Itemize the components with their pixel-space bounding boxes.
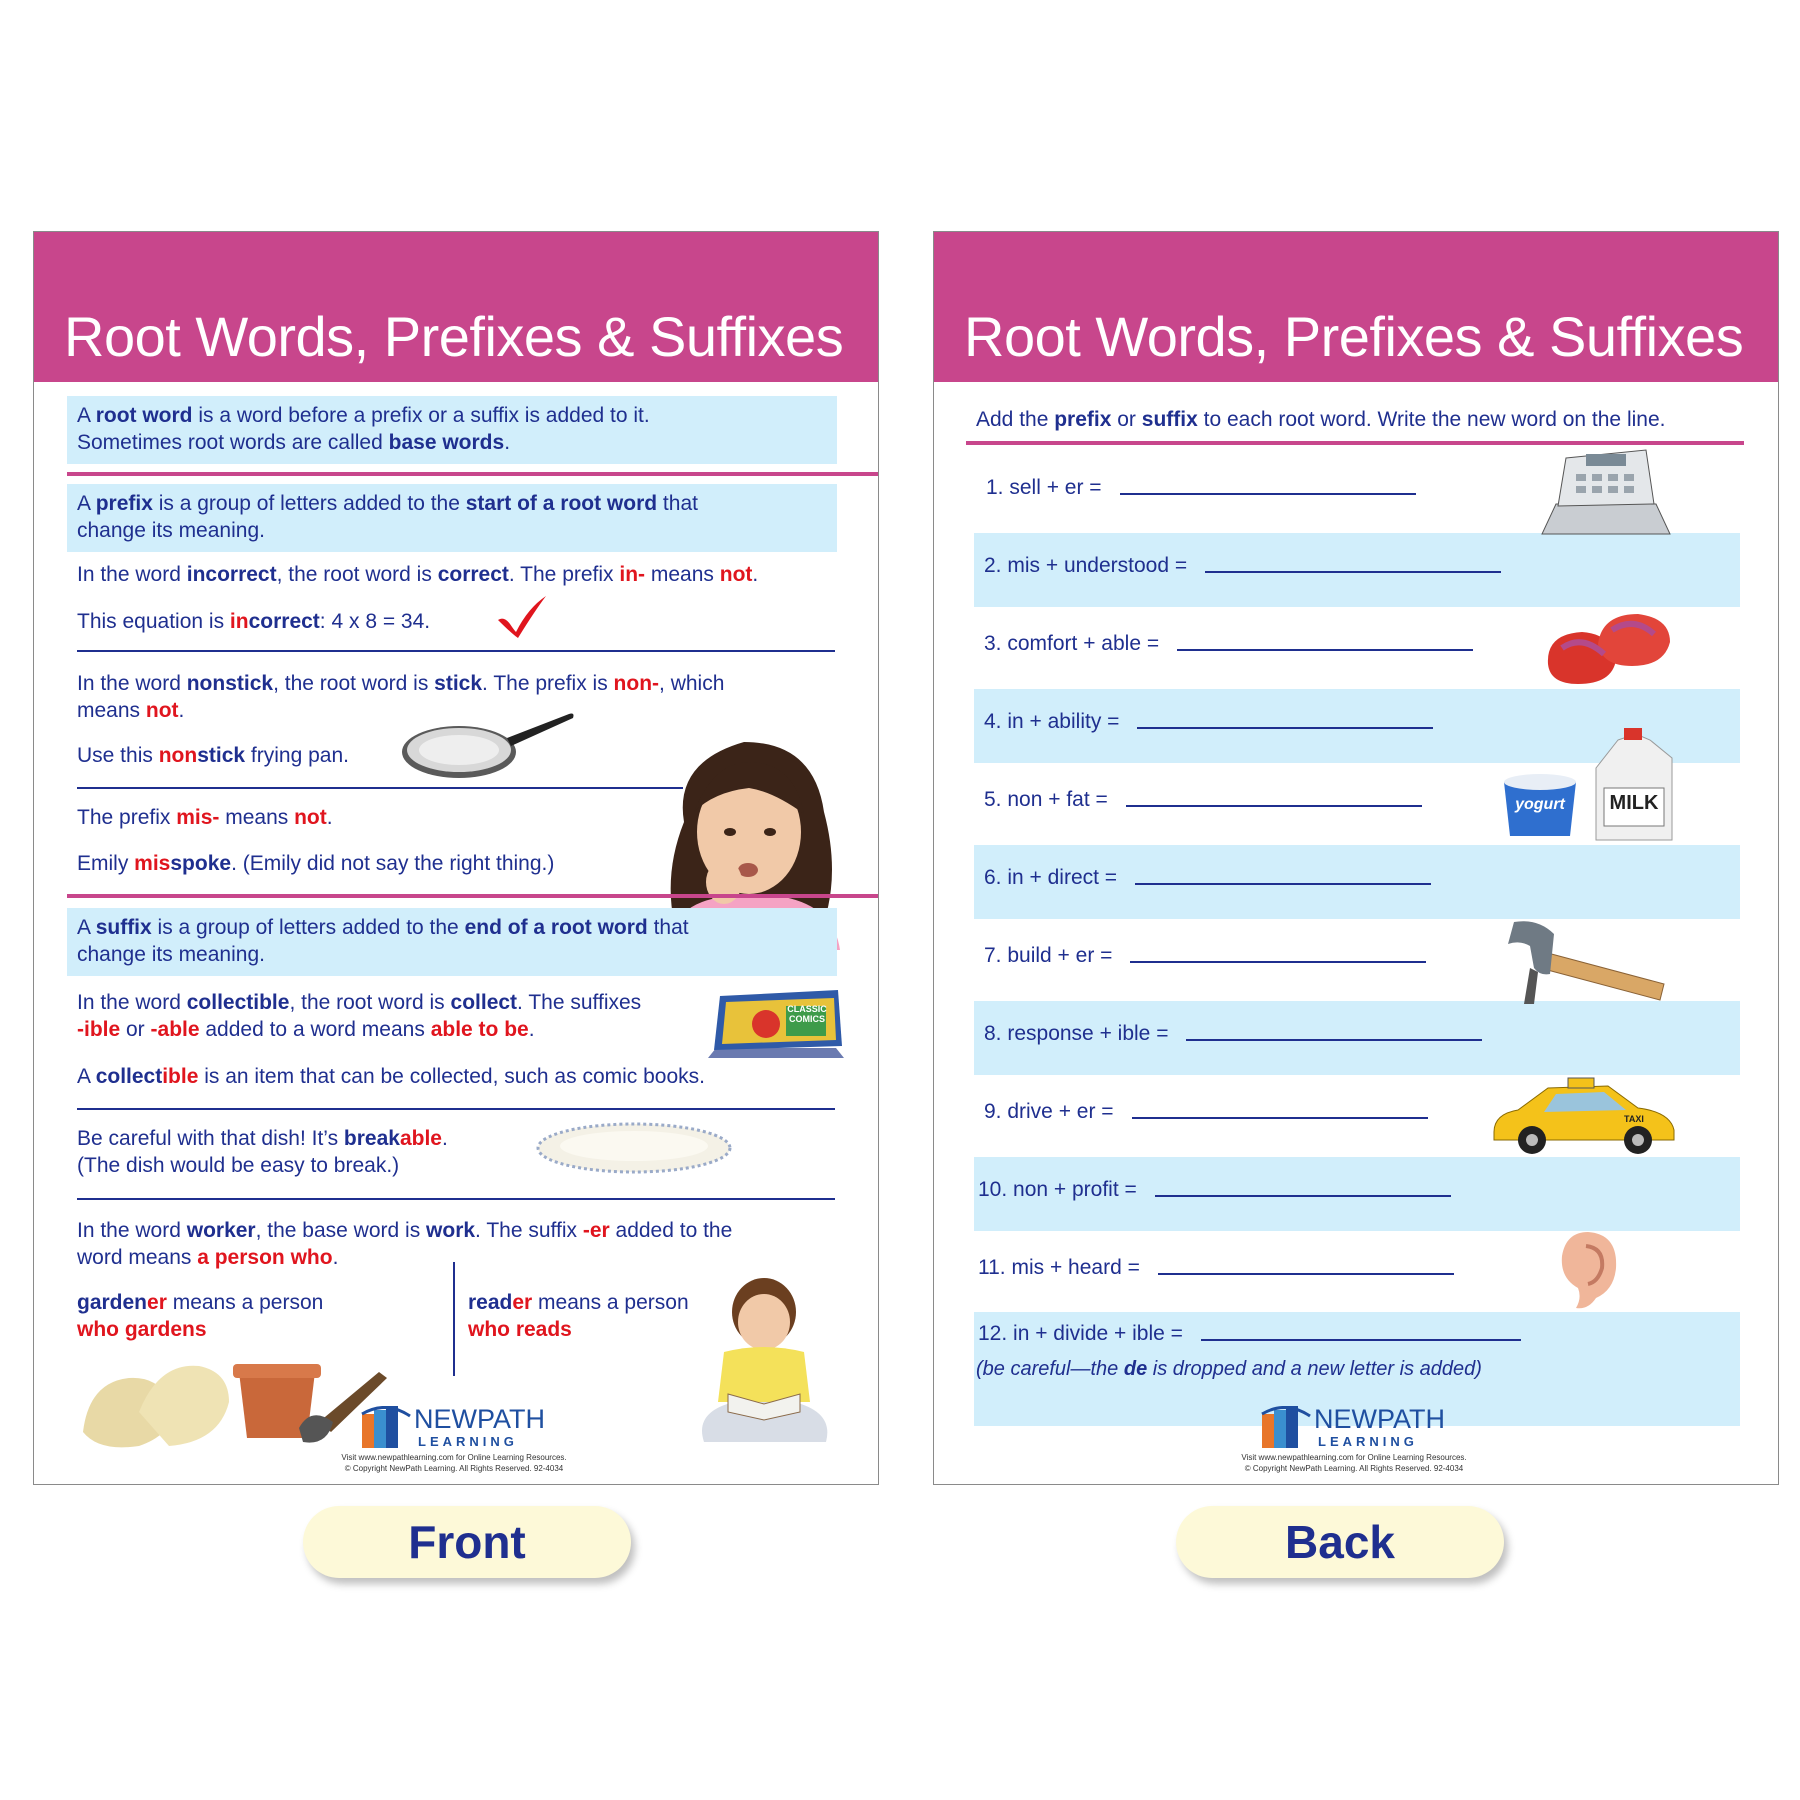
exercise-item: 4. in + ability = — [984, 710, 1433, 734]
newpath-logo-icon — [1260, 1406, 1312, 1450]
divider — [77, 787, 683, 789]
gardener-meaning: who gardens — [77, 1318, 207, 1341]
footer-copyright: © Copyright NewPath Learning. All Rights Reserved. 92-4034 — [1244, 1464, 1464, 1473]
equation-example: This equation is incorrect: 4 x 8 = 34. — [77, 610, 431, 633]
exercise-item: 8. response + ible = — [984, 1022, 1482, 1046]
hammer-illustration — [1494, 918, 1670, 1006]
instructions: Add the prefix or suffix to each root word. Write the new word on the line. — [976, 408, 1666, 431]
nonstick-example-line2: means not. — [77, 699, 185, 722]
footer-copyright: © Copyright NewPath Learning. All Rights Reserved. 92-4034 — [344, 1464, 564, 1473]
exercise-item: 2. mis + understood = — [984, 554, 1501, 578]
gardener-example: gardener means a person — [77, 1291, 324, 1314]
footer-website: Visit www.newpathlearning.com for Online Learning Resources. — [341, 1453, 567, 1462]
divider — [77, 650, 835, 652]
slippers-illustration — [1542, 604, 1676, 688]
collectible-example-line1: In the word collectible, the root word is collect. The suffixes — [77, 991, 642, 1014]
frying-pan-icon — [399, 702, 579, 782]
boy-reading-illustration — [684, 1272, 844, 1452]
yogurt-label: yogurt — [1515, 796, 1565, 813]
divider — [67, 894, 879, 898]
footer-website: Visit www.newpathlearning.com for Online Learning Resources. — [1241, 1453, 1467, 1462]
back-label: Back — [1176, 1506, 1504, 1578]
exercise-note: (be careful—the de is dropped and a new letter is added) — [976, 1358, 1482, 1380]
prefix-definition-line1: A prefix is a group of letters added to the start of a root word that — [77, 492, 698, 515]
exercise-item: 3. comfort + able = — [984, 632, 1473, 656]
milk-jug-illustration — [1588, 728, 1680, 844]
taxi-illustration — [1488, 1074, 1678, 1156]
exercise-item: 10. non + profit = — [978, 1178, 1451, 1202]
newpath-logo-sub: LEARNING — [1318, 1434, 1418, 1449]
divider — [77, 1198, 835, 1200]
comic-books-illustration — [706, 988, 846, 1060]
front-header — [34, 232, 878, 382]
divider — [67, 472, 879, 476]
suffix-definition-line1: A suffix is a group of letters added to the end of a root word that — [77, 916, 689, 939]
exercise-item: 6. in + direct = — [984, 866, 1431, 890]
exercise-item: 5. non + fat = — [984, 788, 1422, 812]
newpath-logo-name: NEWPATH — [414, 1404, 545, 1434]
nonstick-example-line1: In the word nonstick, the root word is stick. The prefix is non-, which — [77, 672, 725, 695]
cash-register-illustration — [1536, 444, 1676, 542]
root-definition-line2: Sometimes root words are called base words. — [77, 431, 511, 454]
root-definition-line1: A root word is a word before a prefix or a suffix is added to it. — [77, 404, 650, 427]
back-card — [933, 231, 1779, 1485]
milk-label: MILK — [1609, 792, 1659, 814]
exercise-item: 9. drive + er = — [984, 1100, 1428, 1124]
breakable-example-line1: Be careful with that dish! It’s breakable. — [77, 1127, 448, 1150]
divider — [77, 1108, 835, 1110]
front-card — [33, 231, 879, 1485]
front-label: Front — [303, 1506, 631, 1578]
divider — [453, 1262, 455, 1376]
exercise-item: 1. sell + er = — [986, 476, 1416, 500]
taxi-label: TAXI — [1624, 1114, 1644, 1124]
comic-books-label: CLASSIC COMICS — [787, 1004, 827, 1024]
worker-example-line1: In the word worker, the base word is work. The suffix -er added to the — [77, 1219, 733, 1242]
ear-illustration — [1552, 1228, 1622, 1312]
newpath-logo-sub: LEARNING — [418, 1434, 518, 1449]
gardening-tools-illustration — [79, 1342, 399, 1454]
incorrect-example: In the word incorrect, the root word is correct. The prefix in- means not. — [77, 563, 759, 586]
exercise-item: 12. in + divide + ible = — [978, 1322, 1521, 1346]
collectible-example-line2: -ible or -able added to a word means able to be. — [77, 1018, 535, 1041]
back-header — [934, 232, 1778, 382]
reader-example: reader means a person — [468, 1291, 689, 1314]
yogurt-illustration — [1500, 772, 1580, 840]
exercise-item: 7. build + er = — [984, 944, 1426, 968]
suffix-definition-line2: change its meaning. — [77, 943, 265, 966]
mis-example: The prefix mis- means not. — [77, 806, 333, 829]
breakable-example-line2: (The dish would be easy to break.) — [77, 1154, 400, 1177]
worker-example-line2: word means a person who. — [77, 1246, 339, 1269]
exercise-item: 11. mis + heard = — [978, 1256, 1454, 1280]
prefix-definition-line2: change its meaning. — [77, 519, 265, 542]
reader-meaning: who reads — [468, 1318, 572, 1341]
front-title: Root Words, Prefixes & Suffixes — [64, 305, 844, 368]
back-title: Root Words, Prefixes & Suffixes — [964, 305, 1744, 368]
newpath-logo-icon — [360, 1406, 412, 1450]
newpath-logo-name: NEWPATH — [1314, 1404, 1445, 1434]
misspoke-example: Emily misspoke. (Emily did not say the right thing.) — [77, 852, 555, 875]
collectible-definition: A collectible is an item that can be collected, such as comic books. — [77, 1065, 705, 1088]
checkmark-icon — [494, 594, 550, 640]
nonstick-usage: Use this nonstick frying pan. — [77, 744, 349, 767]
dish-illustration — [534, 1116, 734, 1176]
